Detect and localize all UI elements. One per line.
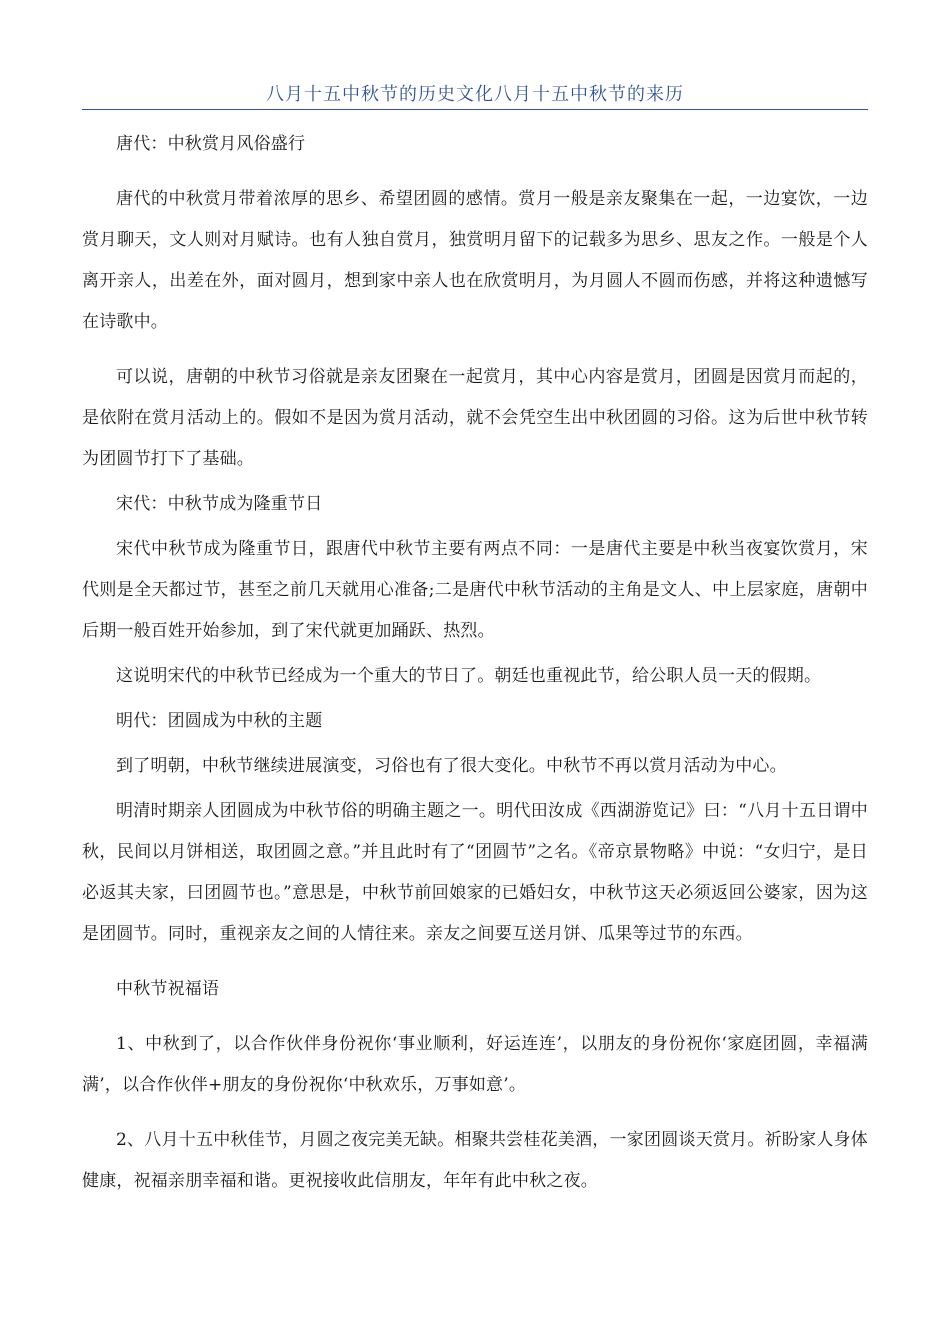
- section-heading-tang: 唐代：中秋赏月风俗盛行: [116, 134, 306, 154]
- document-body: [82, 124, 868, 1202]
- greeting-2: 2、八月十五中秋佳节，月圆之夜完美无缺。相聚共尝桂花美酒，一家团圆谈天赏月。祈盼家人身体健康，祝福亲朋幸福和谐。更祝接收此信朋友，年年有此中秋之夜。: [82, 1130, 868, 1191]
- section-heading-greetings: 中秋节祝福语: [116, 979, 220, 999]
- paragraph-tang-2: 可以说，唐朝的中秋节习俗就是亲友团聚在一起赏月，其中心内容是赏月，团圆是因赏月而起的，是依附在赏月活动上的。假如不是因为赏月活动，就不会凭空生出中秋团圆的习俗。这为后世中秋节转为团圆节打下了基础。: [82, 367, 868, 469]
- header-divider: [82, 109, 868, 110]
- paragraph-ming-2: 明清时期亲人团圆成为中秋节俗的明确主题之一。明代田汝成《西湖游览记》曰：“八月十五日谓中秋，民间以月饼相送，取团圆之意。”并且此时有了“团圆节”之名。《帝京景物略》中说：“女归宁，是日必返其夫家，曰团圆节也。”意思是，中秋节前回娘家的已婚妇女，中秋节这天必须返回公婆家，因为这是团圆节。同时，重视亲友之间的人情往来。亲友之间要互送月饼、瓜果等过节的东西。: [82, 801, 868, 944]
- page-title: 八月十五中秋节的历史文化八月十五中秋节的来历: [266, 84, 684, 105]
- paragraph-ming-1: 到了明朝，中秋节继续进展演变，习俗也有了很大变化。中秋节不再以赏月活动为中心。: [116, 756, 787, 776]
- paragraph-song-2: 这说明宋代的中秋节已经成为一个重大的节日了。朝廷也重视此节，给公职人员一天的假期。: [116, 666, 822, 686]
- section-heading-song: 宋代：中秋节成为隆重节日: [116, 494, 323, 514]
- paragraph-song-1: 宋代中秋节成为隆重节日，跟唐代中秋节主要有两点不同：一是唐代主要是中秋当夜宴饮赏月，宋代则是全天都过节，甚至之前几天就用心准备;二是唐代中秋节活动的主角是文人、中上层家庭，唐朝中后期一般百姓开始参加，到了宋代就更加踊跃、热烈。: [82, 539, 868, 641]
- greeting-1: 1、中秋到了，以合作伙伴身份祝你‘事业顺利，好运连连’，以朋友的身份祝你‘家庭团圆，幸福满满’，以合作伙伴+朋友的身份祝你‘中秋欢乐，万事如意’。: [82, 1034, 868, 1095]
- paragraph-tang-1: 唐代的中秋赏月带着浓厚的思乡、希望团圆的感情。赏月一般是亲友聚集在一起，一边宴饮，一边赏月聊天，文人则对月赋诗。也有人独自赏月，独赏明月留下的记载多为思乡、思友之作。一般是个人离开亲人，出差在外，面对圆月，想到家中亲人也在欣赏明月，为月圆人不圆而伤感，并将这种遗憾写在诗歌中。: [82, 189, 868, 332]
- section-heading-ming: 明代：团圆成为中秋的主题: [116, 711, 323, 731]
